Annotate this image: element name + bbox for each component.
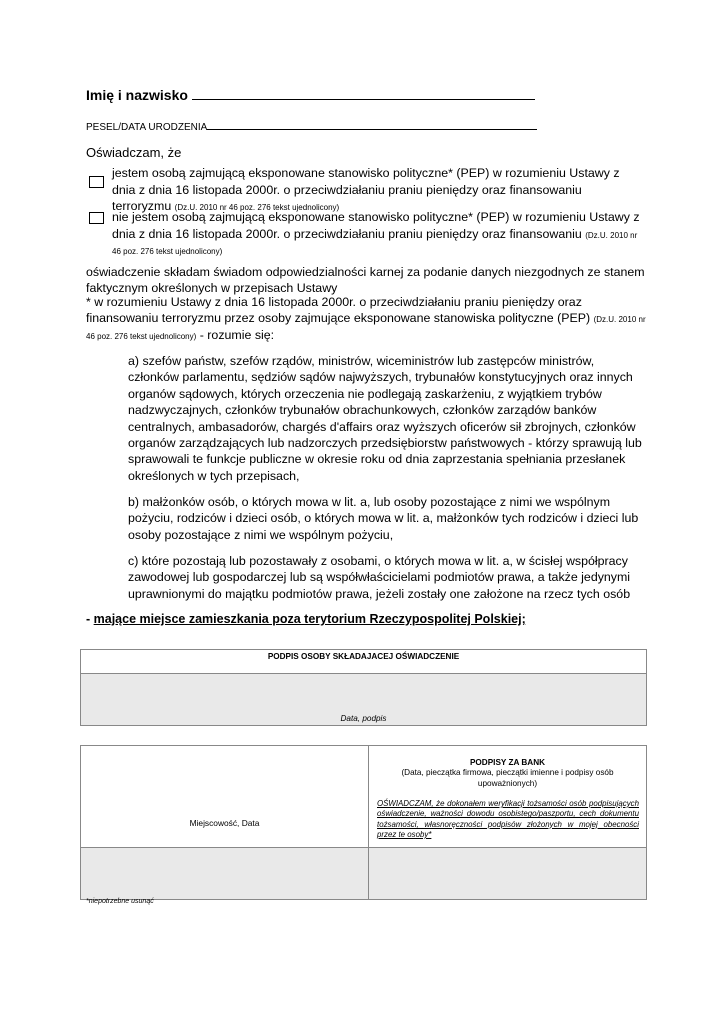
pep-definition (86, 294, 646, 343)
name-label: Imię i nazwisko (86, 87, 188, 103)
pesel-input-line[interactable] (207, 118, 537, 130)
bank-signatures-header: PODPISY ZA BANK (469, 758, 546, 767)
residence-clause (86, 612, 526, 626)
option-pep-yes-ref: (Dz.U. 2010 nr 46 poz. 276 tekst ujednolicony) (174, 203, 340, 212)
applicant-signature-footer: Data, podpis (340, 714, 387, 723)
applicant-signature-header: PODPIS OSOBY SKŁADAJACEJ OŚWIADCZENIE (81, 650, 646, 674)
name-field-row (86, 85, 535, 103)
residence-text: mające miejsce zamieszkania poza terytorium Rzeczypospolitej Polskiej; (93, 612, 526, 626)
option-pep-yes-text: jestem osobą zajmującą eksponowane stanowisko polityczne* (PEP) w rozumieniu Ustawy z dnia z dnia 16 listopada 2000r. o przeciwdziałaniu praniu pieniędzy oraz finansowaniu terroryzmu (112, 166, 620, 213)
place-date-label: Miejscowość, Data (189, 818, 260, 828)
bank-signatures-cell (369, 746, 646, 848)
declaration-intro: Oświadczam, że (86, 145, 182, 160)
bank-signatures-subtitle: (Data, pieczątka firmowa, pieczątki imienne i podpisy osób upoważnionych) (401, 768, 614, 788)
definition-item-b: b) małżonków osób, o których mowa w lit. a, lub osoby pozostające z nimi we wspólnym pożyciu, rodziców i dzieci osób, o których mowa w lit. a, małżonków tych rodziców i dzieci lub osoby pozostające z nimi we wspólnym pożyciu, (128, 495, 639, 542)
bank-verification-statement: OŚWIADCZAM, że dokonałem weryfikacji tożsamości osób podpisujących oświadczenie, ważności dowodu osobistego/paszportu, cech dokumentu tożsamości, własnoręczności podpisów złożonych w mojej obecności przez te osoby* (377, 799, 639, 839)
option-pep-yes (112, 165, 642, 215)
option-pep-no-text: nie jestem osobą zajmującą eksponowane stanowisko polityczne* (PEP) w rozumieniu Ustawy z dnia z dnia 16 listopada 2000r. o przeciwdziałaniu praniu pieniędzy oraz finansowaniu (112, 210, 640, 241)
pep-no-checkbox[interactable] (89, 212, 104, 224)
option-pep-no (112, 209, 642, 259)
definition-item-a: a) szefów państw, szefów rządów, ministrów, wiceministrów lub zastępców ministrów, członków parlamentu, sędziów sądów najwyższych, trybunałów konstytucyjnych oraz innych organów sądowych, których orzeczenia nie podlegają zaskarżeniu, z wyjątkiem trybów nadzwyczajnych, członków trybunałów obrachunkowych, członków zarządów banków centralnych, ambasadorów, chargés d'affairs oraz wyższych oficerów sił zbrojnych, członków organów zarządzających lub nadzorczych przedsiębiorstw państwowych - którzy sprawują lub sprawowali te funkcje publiczne w okresie roku od dnia zaprzestania spełniania przesłanek określonych w tych przepisach, (128, 354, 642, 483)
name-input-line[interactable] (192, 85, 535, 100)
pep-definition-text: * w rozumieniu Ustawy z dnia 16 listopada 2000r. o przeciwdziałaniu praniu pieniędzy oraz finansowaniu terroryzmu przez osoby zajmujące eksponowane stanowiska polityczne (PEP) (86, 295, 591, 326)
footnote: *niepotrzebne usunąć (86, 898, 154, 905)
pesel-label: PESEL/DATA URODZENIA (86, 122, 208, 133)
place-date-input-area[interactable] (81, 848, 369, 899)
pep-definition-tail: - rozumie się: (196, 327, 275, 342)
pesel-field-row (86, 118, 537, 133)
pep-definition-ref: (Dz.U. 2010 nr 46 poz. 276 tekst ujednolicony) (86, 315, 646, 341)
place-date-cell (81, 746, 369, 848)
residence-prefix: - (86, 612, 94, 626)
applicant-signature-box (80, 649, 647, 726)
definition-item-c: c) które pozostają lub pozostawały z osobami, o których mowa w lit. a, w ścisłej współpracy zawodowej lub gospodarczej lub są współwłaścicielami podmiotów prawa, a także jedynymi uprawnionymi do majątku podmiotów prawa, jeżeli zostały one założone na rzecz tych osób (128, 554, 631, 601)
bank-signature-input-area[interactable] (369, 848, 646, 899)
pep-yes-checkbox[interactable] (89, 176, 104, 188)
bank-signature-table (80, 745, 647, 900)
option-pep-no-ref: (Dz.U. 2010 nr 46 poz. 276 tekst ujednolicony) (112, 230, 638, 256)
responsibility-statement: oświadczenie składam świadom odpowiedzialności karnej za podanie danych niezgodnych ze stanem faktycznym określonych w przepisach Ustawy (86, 265, 645, 296)
